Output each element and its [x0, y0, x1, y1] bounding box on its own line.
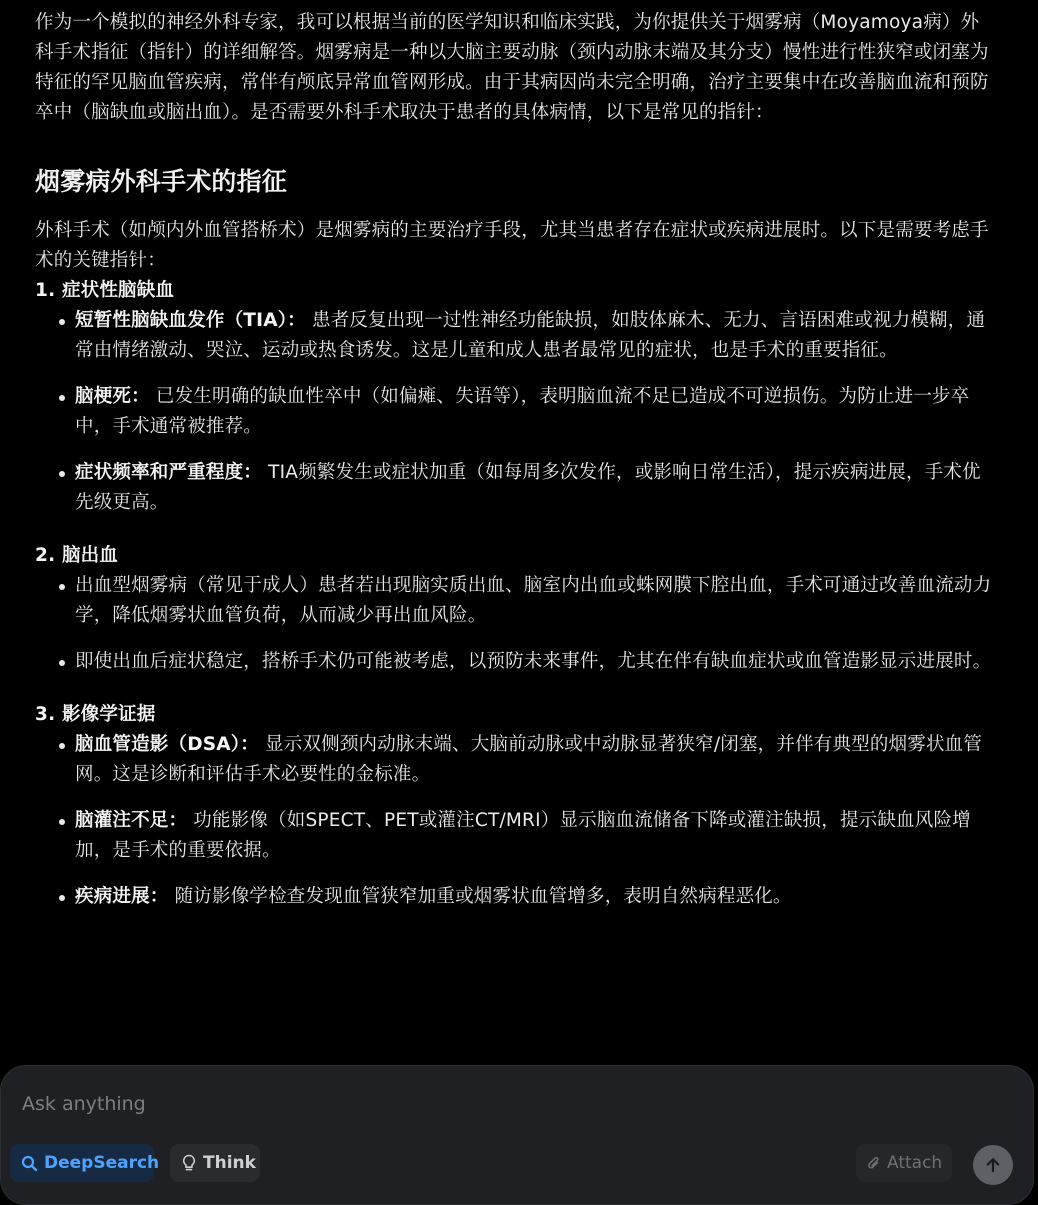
- subsection-title: 2. 脑出血: [35, 545, 119, 566]
- lightbulb-icon: [181, 1154, 197, 1172]
- deepsearch-button[interactable]: [10, 1144, 160, 1182]
- item-text: 随访影像学检查发现血管狭窄加重或烟雾状血管增多，表明自然病程恶化。: [168, 886, 792, 907]
- chat-composer: [0, 1065, 1034, 1205]
- bullet-list: [35, 306, 995, 518]
- list-item: [35, 806, 995, 866]
- item-text: 即使出血后症状稳定，搭桥手术仍可能被考虑，以预防未来事件，尤其在伴有缺血症状或血管造影显示进展时。: [75, 651, 992, 672]
- item-text: 功能影像（如SPECT、PET或灌注CT/MRI）显示脑血流储备下降或灌注缺损，提示缺血风险增加，是手术的重要依据。: [75, 810, 971, 861]
- item-term: 症状频率和严重程度：: [75, 462, 263, 483]
- item-text: 已发生明确的缺血性卒中（如偏瘫、失语等），表明脑血流不足已造成不可逆损伤。为防止进一步卒中，手术通常被推荐。: [75, 386, 970, 437]
- list-item: [35, 306, 995, 366]
- list-item: [35, 382, 995, 442]
- item-text: TIA频繁发生或症状加重（如每周多次发作，或影响日常生活），提示疾病进展，手术优先级更高。: [75, 462, 981, 513]
- list-item: [35, 458, 995, 518]
- bullet-list: [35, 730, 995, 912]
- list-item: [35, 647, 995, 677]
- chat-response: [35, 8, 995, 935]
- attach-label: Attach: [887, 1153, 943, 1173]
- search-icon: [21, 1155, 38, 1172]
- item-term: 脑血管造影（DSA）：: [75, 734, 259, 755]
- think-label: Think: [203, 1153, 256, 1173]
- intro-paragraph: 作为一个模拟的神经外科专家，我可以根据当前的医学知识和临床实践，为你提供关于烟雾病（Moyamoya病）外科手术指征（指针）的详细解答。烟雾病是一种以大脑主要动脉（颈内动脉末端及其分支）慢性进行性狭窄或闭塞为特征的罕见脑血管疾病，常伴有颅底异常血管网形成。由于其病因尚未完全明确，治疗主要集中在改善脑血流和预防卒中（脑缺血或脑出血）。是否需要外科手术取决于患者的具体病情，以下是常见的指针：: [35, 12, 989, 123]
- item-text: 显示双侧颈内动脉末端、大脑前动脉或中动脉显著狭窄/闭塞，并伴有典型的烟雾状血管网。这是诊断和评估手术必要性的金标准。: [75, 734, 983, 785]
- lead-paragraph: 外科手术（如颅内外血管搭桥术）是烟雾病的主要治疗手段，尤其当患者存在症状或疾病进展时。以下是需要考虑手术的关键指针：: [35, 220, 989, 271]
- section-hemorrhage: [35, 541, 995, 677]
- section-heading: 烟雾病外科手术的指征: [35, 167, 288, 196]
- subsection-title: 1. 症状性脑缺血: [35, 280, 175, 301]
- attach-button[interactable]: [856, 1144, 952, 1182]
- item-text: 出血型烟雾病（常见于成人）患者若出现脑实质出血、脑室内出血或蛛网膜下腔出血，手术可通过改善血流动力学，降低烟雾状血管负荷，从而减少再出血风险。: [75, 575, 992, 626]
- bullet-list: [35, 571, 995, 677]
- item-term: 脑梗死：: [75, 386, 150, 407]
- paperclip-icon: [867, 1154, 881, 1172]
- subsection-title: 3. 影像学证据: [35, 704, 156, 725]
- think-button[interactable]: [170, 1144, 260, 1182]
- send-button[interactable]: [973, 1145, 1013, 1185]
- list-item: [35, 882, 995, 912]
- list-item: [35, 730, 995, 790]
- item-term: 脑灌注不足：: [75, 810, 188, 831]
- section-ischemia: [35, 276, 995, 518]
- section-imaging: [35, 700, 995, 912]
- list-item: [35, 571, 995, 631]
- item-text: 患者反复出现一过性神经功能缺损，如肢体麻木、无力、言语困难或视力模糊，通常由情绪激动、哭泣、运动或热食诱发。这是儿童和成人患者最常见的症状，也是手术的重要指征。: [75, 310, 986, 361]
- arrow-up-icon: [984, 1156, 1002, 1174]
- deepsearch-label: DeepSearch: [44, 1153, 160, 1173]
- item-term: 短暂性脑缺血发作（TIA）：: [75, 310, 306, 331]
- item-term: 疾病进展：: [75, 886, 169, 907]
- prompt-input[interactable]: [20, 1092, 824, 1116]
